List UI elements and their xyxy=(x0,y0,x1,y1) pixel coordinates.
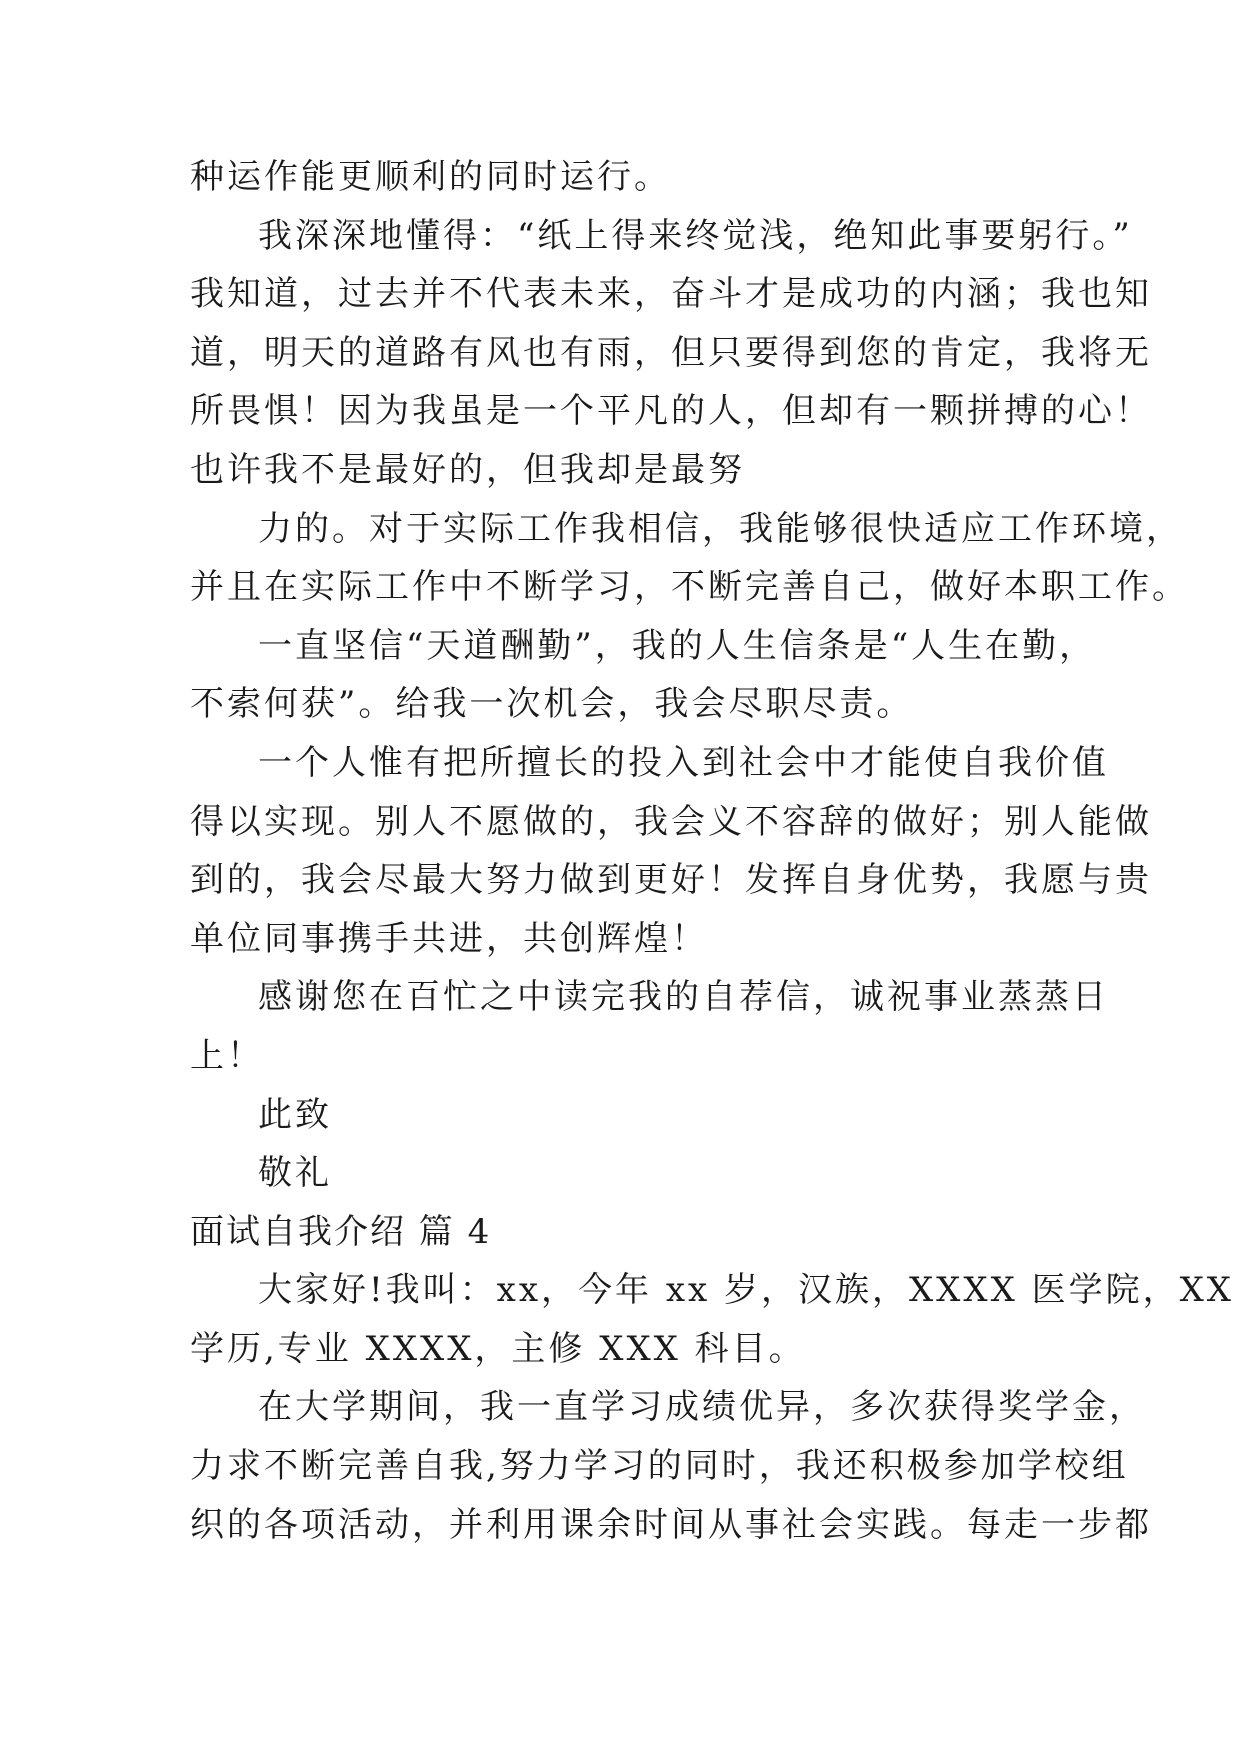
text-line: 学历,专业 XXXX，主修 XXX 科目。 xyxy=(190,1328,806,1369)
text-line: 并且在实际工作中不断学习，不断完善自己，做好本职工作。 xyxy=(190,567,1189,608)
text-line: 也许我不是最好的，但我却是最努 xyxy=(190,449,745,490)
text-line: 一直坚信“天道酬勤”，我的人生信条是“人生在勤， xyxy=(258,625,1097,666)
text-line: 力的。对于实际工作我相信，我能够很快适应工作环境， xyxy=(258,508,1183,549)
text-line: 不索何获”。给我一次机会，我会尽职尽责。 xyxy=(190,684,914,725)
text-line: 我知道，过去并不代表未来，奋斗才是成功的内涵；我也知 xyxy=(190,274,1152,315)
text-line: 种运作能更顺利的同时运行。 xyxy=(190,157,671,197)
text-line: 感谢您在百忙之中读完我的自荐信，诚祝事业蒸蒸日 xyxy=(258,977,1109,1018)
text-line: 敬礼 xyxy=(258,1153,332,1194)
section-heading: 面试自我介绍 篇 4 xyxy=(190,1211,492,1252)
text-line: 我深深地懂得：“纸上得来终觉浅，绝知此事要躬行。” xyxy=(258,215,1133,256)
text-line: 所畏惧！因为我虽是一个平凡的人，但却有一颗拼搏的心！ xyxy=(190,391,1152,432)
text-line: 道，明天的道路有风也有雨，但只要得到您的肯定，我将无 xyxy=(190,332,1152,373)
text-line: 在大学期间，我一直学习成绩优异，多次获得奖学金， xyxy=(258,1387,1146,1428)
text-line: 织的各项活动，并利用课余时间从事社会实践。每走一步都 xyxy=(190,1504,1152,1545)
text-line: 单位同事携手共进，共创辉煌！ xyxy=(190,918,708,959)
text-line: 一个人惟有把所擅长的投入到社会中才能使自我价值 xyxy=(258,742,1109,783)
text-line: 力求不断完善自我,努力学习的同时，我还积极参加学校组 xyxy=(190,1446,1129,1487)
text-line: 大家好!我叫：xx，今年 xx 岁，汉族，XXXX 医学院，XX xyxy=(258,1270,1235,1311)
text-line: 到的，我会尽最大努力做到更好！发挥自身优势，我愿与贵 xyxy=(190,860,1152,901)
text-line: 得以实现。别人不愿做的，我会义不容辞的做好；别人能做 xyxy=(190,801,1152,842)
text-line: 上！ xyxy=(190,1035,264,1076)
document-body xyxy=(190,148,1235,1554)
text-line: 此致 xyxy=(258,1094,332,1135)
